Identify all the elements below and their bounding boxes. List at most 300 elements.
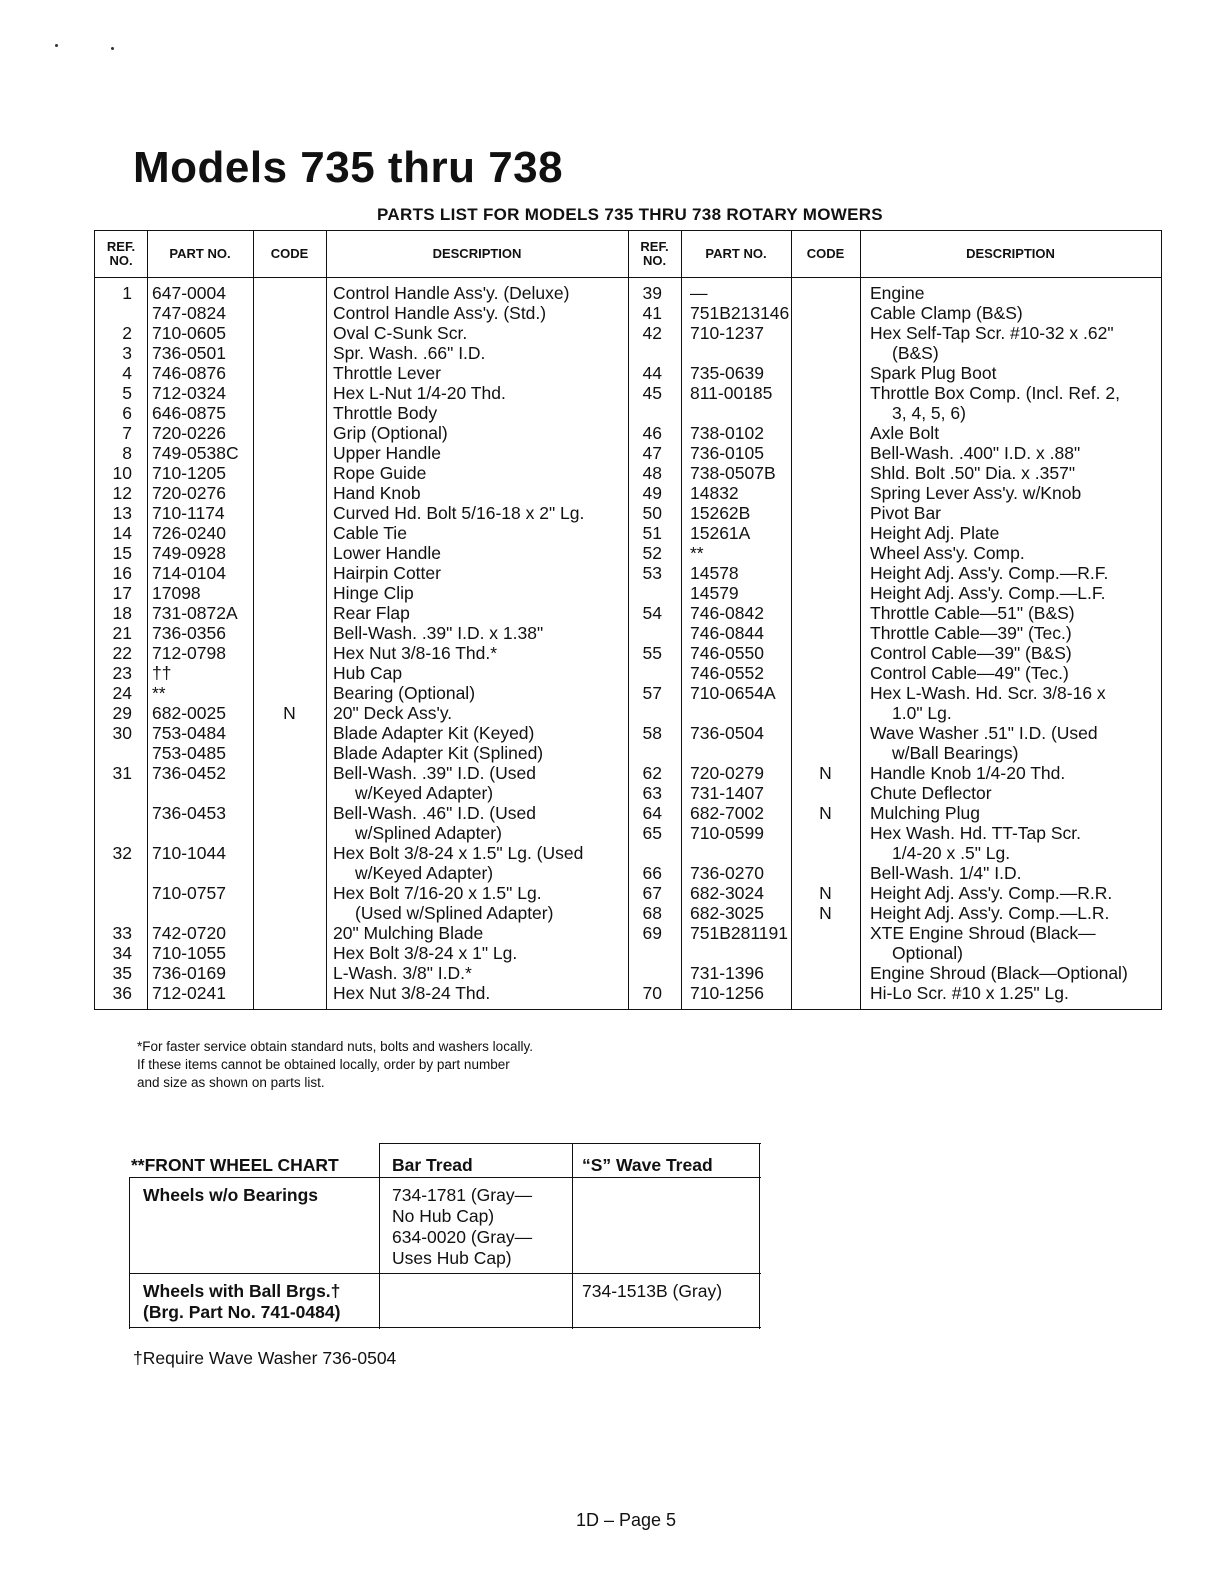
description: Rope Guide [333,463,427,483]
description: Hex Nut 3/8-16 Thd.* [333,643,498,663]
description: Bearing (Optional) [333,683,476,703]
ref-no: 1 [122,283,132,303]
table-row [628,823,1161,843]
part-no: 746-0550 [690,643,764,663]
description: Hex Wash. Hd. TT-Tap Scr. [870,823,1082,843]
label-line: Wheels with Ball Brgs.† [143,1281,341,1301]
description: Height Adj. Ass'y. Comp.—L.F. [870,583,1106,603]
table-row [95,743,628,763]
part-no: 738-0507B [690,463,776,483]
service-note-line: *For faster service obtain standard nuts, bolts and washers locally. [137,1039,533,1054]
wheel-row-label: Wheels w/o Bearings [143,1185,319,1205]
table-row [628,843,1161,863]
table-row [628,303,1161,323]
ref-no: 24 [112,683,132,703]
description: Axle Bolt [870,423,940,443]
part-no: 682-3024 [690,883,764,903]
ref-no: 41 [642,303,662,323]
part-no: 682-7002 [690,803,764,823]
ref-no: 50 [642,503,662,523]
table-row [95,423,628,443]
part-no: 753-0485 [152,743,226,763]
table-row [628,903,1161,923]
description: Cable Clamp (B&S) [870,303,1023,323]
ref-no: 29 [112,703,132,723]
ref-no: 34 [112,943,132,963]
wave-washer-footnote: †Require Wave Washer 736-0504 [133,1348,397,1368]
header-ref-no: REF. NO. [640,239,669,268]
description: L-Wash. 3/8" I.D.* [333,963,472,983]
table-row [628,463,1161,483]
header-description: DESCRIPTION [432,246,522,261]
ref-no: 51 [642,523,662,543]
front-wheel-chart [129,1143,761,1329]
service-note-line: If these items cannot be obtained locally, order by part number [137,1057,510,1072]
description: Pivot Bar [870,503,941,523]
description: Spark Plug Boot [870,363,997,383]
description: Throttle Body [333,403,438,423]
description: Bell-Wash. 1/4" I.D. [870,863,1022,883]
part-no: 710-1205 [152,463,226,483]
ref-no: 69 [642,923,662,943]
table-row [628,683,1161,703]
ref-no: 58 [642,723,662,743]
part-no: 736-0105 [690,443,764,463]
ref-no: 30 [112,723,132,743]
code: N [819,903,832,923]
ref-no: 23 [112,663,132,683]
description: Engine Shroud (Black—Optional) [870,963,1128,983]
header-part-no: PART NO. [169,246,231,261]
part-no: 720-0276 [152,483,226,503]
part-no: ** [152,683,166,703]
part-no: 15261A [690,523,751,543]
description: Upper Handle [333,443,441,463]
part-no: 736-0453 [152,803,226,823]
part-no: 811-00185 [690,383,773,403]
table-row [95,483,628,503]
part-entry: Uses Hub Cap) [392,1248,512,1268]
description: Spring Lever Ass'y. w/Knob [870,483,1082,503]
description: Hinge Clip [333,583,414,603]
ref-no: 8 [122,443,132,463]
part-no: 712-0798 [152,643,226,663]
ref-no: 62 [642,763,662,783]
part-no: 710-1237 [690,323,764,343]
table-row [95,583,628,603]
description: Oval C-Sunk Scr. [333,323,468,343]
table-row [95,803,628,823]
ref-no: 46 [642,423,662,443]
table-row [95,563,628,583]
scan-speck [55,44,58,47]
description: 20" Deck Ass'y. [333,703,453,723]
table-row [628,743,1161,763]
description: Hex L-Nut 1/4-20 Thd. [333,383,506,403]
part-no: 646-0875 [152,403,226,423]
code: N [819,803,832,823]
part-no: 712-0324 [152,383,226,403]
description: Wheel Ass'y. Comp. [870,543,1025,563]
part-no: 731-1396 [690,963,764,983]
part-no: 746-0844 [690,623,764,643]
part-no: 647-0004 [152,283,226,303]
description: Hex Bolt 7/16-20 x 1.5" Lg. [333,883,542,903]
code: N [819,883,832,903]
table-row [628,943,1161,963]
table-row [628,523,1161,543]
chart-border [129,1177,130,1329]
part-entry: No Hub Cap) [392,1206,495,1226]
parts-right-column [628,283,1161,1003]
description: XTE Engine Shroud (Black— [870,923,1096,943]
description: Grip (Optional) [333,423,448,443]
ref-no: 63 [642,783,662,803]
table-row [95,923,628,943]
description: Control Cable—39" (B&S) [870,643,1072,663]
ref-no: 64 [642,803,662,823]
ref-no: 4 [122,363,132,383]
table-row [628,643,1161,663]
ref-no: 22 [112,643,132,663]
description: Chute Deflector [870,783,992,803]
ref-no: 70 [642,983,662,1003]
part-no: 746-0842 [690,603,764,623]
table-row [95,403,628,423]
table-row [628,883,1161,903]
part-no: 710-1256 [690,983,764,1003]
description: Control Cable—49" (Tec.) [870,663,1069,683]
description: Hex L-Wash. Hd. Scr. 3/8-16 x [870,683,1106,703]
table-row [628,763,1161,783]
table-row [95,543,628,563]
ref-no: 42 [642,323,662,343]
ref-no: 6 [122,403,132,423]
ref-no: 3 [122,343,132,363]
ref-no: 12 [112,483,132,503]
description: Throttle Lever [333,363,441,383]
part-no: 746-0552 [690,663,764,683]
part-no: 714-0104 [152,563,226,583]
table-row [95,463,628,483]
table-row [628,983,1161,1003]
table-row [95,283,628,303]
description: w/Splined Adapter) [355,823,502,843]
chart-border [379,1143,761,1144]
description: Curved Hd. Bolt 5/16-18 x 2" Lg. [333,503,585,523]
part-no: 731-0872A [152,603,238,623]
wheel-row-wave-tread [574,1181,759,1185]
description: Throttle Cable—51" (B&S) [870,603,1075,623]
part-no: 749-0928 [152,543,226,563]
wheel-row-bar-tread [384,1277,572,1281]
table-row [628,603,1161,623]
part-no: 710-1055 [152,943,226,963]
header-description: DESCRIPTION [966,246,1055,261]
description: Control Handle Ass'y. (Std.) [333,303,547,323]
parts-left-column [95,283,628,1003]
ref-no: 45 [642,383,662,403]
ref-no: 52 [642,543,662,563]
part-no: †† [152,663,172,683]
wheel-chart-header-wave-tread: “S” Wave Tread [582,1155,713,1175]
description: Hex Bolt 3/8-24 x 1" Lg. [333,943,518,963]
part-no: 751B281191 [690,923,788,943]
part-no: 15262B [690,503,751,523]
table-row [95,363,628,383]
ref-no: 18 [112,603,132,623]
part-no: 726-0240 [152,523,226,543]
ref-no: 17 [112,583,132,603]
ref-no: 44 [642,363,662,383]
table-row [95,983,628,1003]
part-no: 749-0538C [152,443,239,463]
part-no: 14578 [690,563,739,583]
table-row [628,443,1161,463]
ref-no: 54 [642,603,662,623]
description: Wave Washer .51" I.D. (Used [870,723,1098,743]
table-row [628,803,1161,823]
description: Hairpin Cotter [333,563,441,583]
ref-no: 32 [112,843,132,863]
scan-speck [111,47,114,50]
part-no: 682-3025 [690,903,764,923]
wheel-chart-header-bar-tread: Bar Tread [392,1155,473,1175]
wheel-chart-title: **FRONT WHEEL CHART [131,1155,339,1175]
description: 20" Mulching Blade [333,923,484,943]
part-no: 753-0484 [152,723,226,743]
table-row [95,443,628,463]
description: 1.0" Lg. [892,703,952,723]
table-row [95,823,628,843]
part-no: 738-0102 [690,423,764,443]
ref-no: 5 [122,383,132,403]
description: Hex Self-Tap Scr. #10-32 x .62" [870,323,1114,343]
table-row [95,963,628,983]
ref-no: 66 [642,863,662,883]
part-no: 17098 [152,583,201,603]
description: Shld. Bolt .50" Dia. x .357" [870,463,1076,483]
description: w/Ball Bearings) [892,743,1019,763]
description: Lower Handle [333,543,441,563]
chart-border [572,1143,573,1329]
table-row [628,583,1161,603]
ref-no: 33 [112,923,132,943]
description: Optional) [892,943,964,963]
part-no: 736-0356 [152,623,226,643]
part-no: 710-0654A [690,683,776,703]
ref-no: 15 [112,543,132,563]
part-no: 735-0639 [690,363,764,383]
ref-no: 16 [112,563,132,583]
table-row [628,723,1161,743]
parts-table [94,230,1162,1010]
description: 1/4-20 x .5" Lg. [892,843,1011,863]
table-row [628,783,1161,803]
description: Height Adj. Ass'y. Comp.—R.R. [870,883,1113,903]
header-code: CODE [806,246,845,261]
description: w/Keyed Adapter) [355,783,494,803]
description: Bell-Wash. .39" I.D. (Used [333,763,536,783]
description: Throttle Box Comp. (Incl. Ref. 2, [870,383,1120,403]
description: (Used w/Splined Adapter) [355,903,554,923]
ref-no: 36 [112,983,132,1003]
description: Engine [870,283,925,303]
parts-list-heading: PARTS LIST FOR MODELS 735 THRU 738 ROTARY MOWERS [377,205,883,224]
table-row [95,683,628,703]
description: Bell-Wash. .400" I.D. x .88" [870,443,1081,463]
table-row [95,783,628,803]
table-row [628,623,1161,643]
table-row [628,543,1161,563]
part-no: 747-0824 [152,303,226,323]
part-no: 720-0226 [152,423,226,443]
ref-no: 35 [112,963,132,983]
ref-no: 57 [642,683,662,703]
part-no: 710-1174 [152,503,225,523]
table-row [95,843,628,863]
table-row [628,483,1161,503]
table-row [95,523,628,543]
description: Hex Nut 3/8-24 Thd. [333,983,491,1003]
ref-no: 67 [642,883,662,903]
header-part-no: PART NO. [705,246,767,261]
table-row [628,563,1161,583]
table-row [95,503,628,523]
part-entry: 634-0020 (Gray— [392,1227,533,1247]
part-no: — [690,283,708,303]
code: N [283,703,296,723]
header-ref-no: REF. NO. [106,239,136,268]
part-no: 720-0279 [690,763,764,783]
header-code: CODE [270,246,309,261]
description: Mulching Plug [870,803,980,823]
table-row [628,703,1161,723]
table-row [628,363,1161,383]
part-no: 751B213146 [690,303,790,323]
description: Bell-Wash. .46" I.D. (Used [333,803,536,823]
table-row [628,343,1161,363]
wheel-row-label [135,1277,379,1323]
description: Hand Knob [333,483,421,503]
ref-no: 47 [642,443,662,463]
table-row [628,383,1161,403]
page-number: 1D – Page 5 [576,1510,677,1530]
part-no: 710-0757 [152,883,226,903]
description: w/Keyed Adapter) [355,863,494,883]
table-row [95,343,628,363]
description: Height Adj. Plate [870,523,1000,543]
part-no: 736-0452 [152,763,226,783]
table-row [628,663,1161,683]
description: Hi-Lo Scr. #10 x 1.25" Lg. [870,983,1069,1003]
part-no: 712-0241 [152,983,226,1003]
description: Control Handle Ass'y. (Deluxe) [333,283,570,303]
table-row [628,923,1161,943]
table-row [95,303,628,323]
description: Blade Adapter Kit (Keyed) [333,723,535,743]
part-no: 682-0025 [152,703,226,723]
table-row [95,623,628,643]
service-note-line: and size as shown on parts list. [137,1075,325,1090]
part-no: 736-0501 [152,343,226,363]
description: Cable Tie [333,523,407,543]
chart-border [129,1327,761,1328]
part-no: 746-0876 [152,363,226,383]
part-entry: 734-1781 (Gray— [392,1185,533,1205]
ref-no: 48 [642,463,662,483]
table-row [95,703,628,723]
table-row [95,323,628,343]
ref-no: 39 [642,283,662,303]
part-no: 731-1407 [690,783,764,803]
ref-no: 68 [642,903,662,923]
description: Bell-Wash. .39" I.D. x 1.38" [333,623,544,643]
table-row [628,963,1161,983]
table-row [628,503,1161,523]
table-row [628,283,1161,303]
table-row [95,383,628,403]
ref-no: 21 [112,623,132,643]
ref-no: 13 [112,503,132,523]
code: N [819,763,832,783]
part-no: 14832 [690,483,739,503]
part-no: 710-0599 [690,823,764,843]
table-row [628,863,1161,883]
ref-no: 2 [122,323,132,343]
table-row [95,663,628,683]
wheel-row-wave-tread: 734-1513B (Gray) [582,1281,723,1301]
chart-border [129,1177,761,1178]
part-no: 736-0169 [152,963,226,983]
service-note [137,1038,533,1092]
table-row [628,423,1161,443]
table-row [95,883,628,903]
ref-no: 55 [642,643,662,663]
table-row [628,323,1161,343]
description: Hub Cap [333,663,403,683]
description: Blade Adapter Kit (Splined) [333,743,544,763]
table-row [95,943,628,963]
page-title: Models 735 thru 738 [133,143,564,192]
table-row [95,763,628,783]
part-no: 742-0720 [152,923,226,943]
part-no: 710-0605 [152,323,226,343]
ref-no: 65 [642,823,662,843]
description: Height Adj. Ass'y. Comp.—R.F. [870,563,1109,583]
part-no: 736-0504 [690,723,764,743]
part-no: 736-0270 [690,863,764,883]
chart-border [379,1143,380,1329]
chart-border [759,1143,760,1329]
part-no: 710-1044 [152,843,226,863]
table-row [95,643,628,663]
ref-no: 31 [112,763,132,783]
ref-no: 10 [112,463,132,483]
description: Rear Flap [333,603,410,623]
ref-no: 7 [122,423,132,443]
description: 3, 4, 5, 6) [892,403,966,423]
part-no: ** [690,543,704,563]
description: Height Adj. Ass'y. Comp.—L.R. [870,903,1110,923]
chart-border [129,1273,761,1274]
wheel-row-bar-tread [384,1181,572,1269]
table-row [95,723,628,743]
table-row [628,403,1161,423]
table-row [95,603,628,623]
ref-no: 14 [112,523,132,543]
description: Throttle Cable—39" (Tec.) [870,623,1072,643]
